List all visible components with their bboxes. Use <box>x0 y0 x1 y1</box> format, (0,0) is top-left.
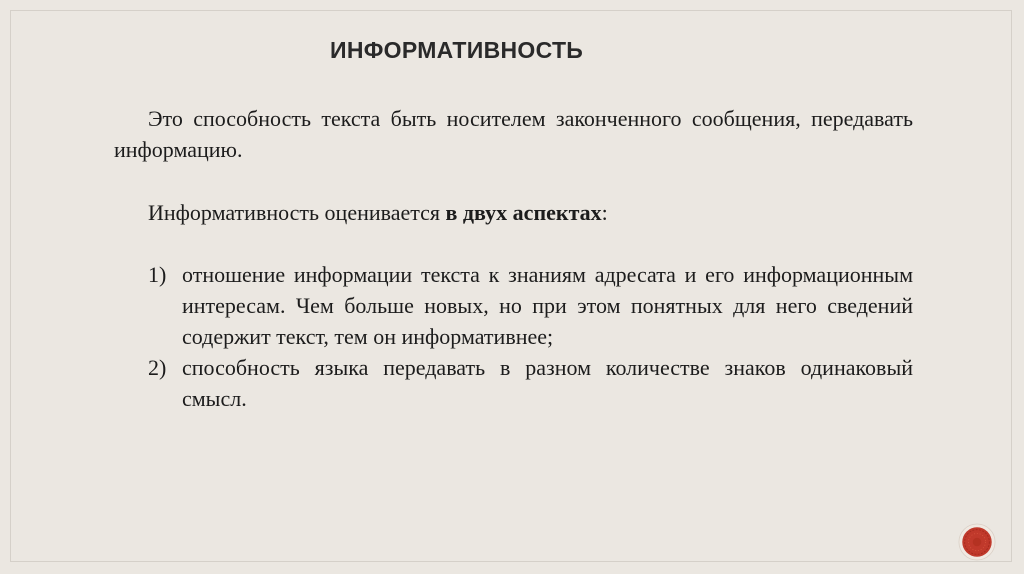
list-item-text: отношение информации текста к знаниям адресата и его информационным интересам. Чем больше новых, но при этом понятных для него сведений содержит текст, тем он информативнее; <box>182 262 913 349</box>
list-item <box>148 259 913 352</box>
aspects-list <box>148 259 913 414</box>
aspects-intro-bold: в двух аспектах <box>445 200 602 225</box>
slide-title: ИНФОРМАТИВНОСТЬ <box>330 37 584 63</box>
aspects-intro-colon: : <box>601 200 608 225</box>
aspects-intro-text: Информативность оценивается <box>148 200 446 225</box>
list-item-text: способность языка передавать в разном количестве знаков одинаковый смысл. <box>182 355 913 411</box>
list-item-number: 1) <box>148 262 167 287</box>
decorative-red-circle-icon <box>958 523 996 561</box>
list-item-number: 2) <box>148 355 167 380</box>
definition-paragraph: Это способность текста быть носителем законченного сообщения, передавать информацию. <box>114 106 913 162</box>
list-item <box>148 352 913 414</box>
aspects-intro-paragraph <box>114 197 913 228</box>
